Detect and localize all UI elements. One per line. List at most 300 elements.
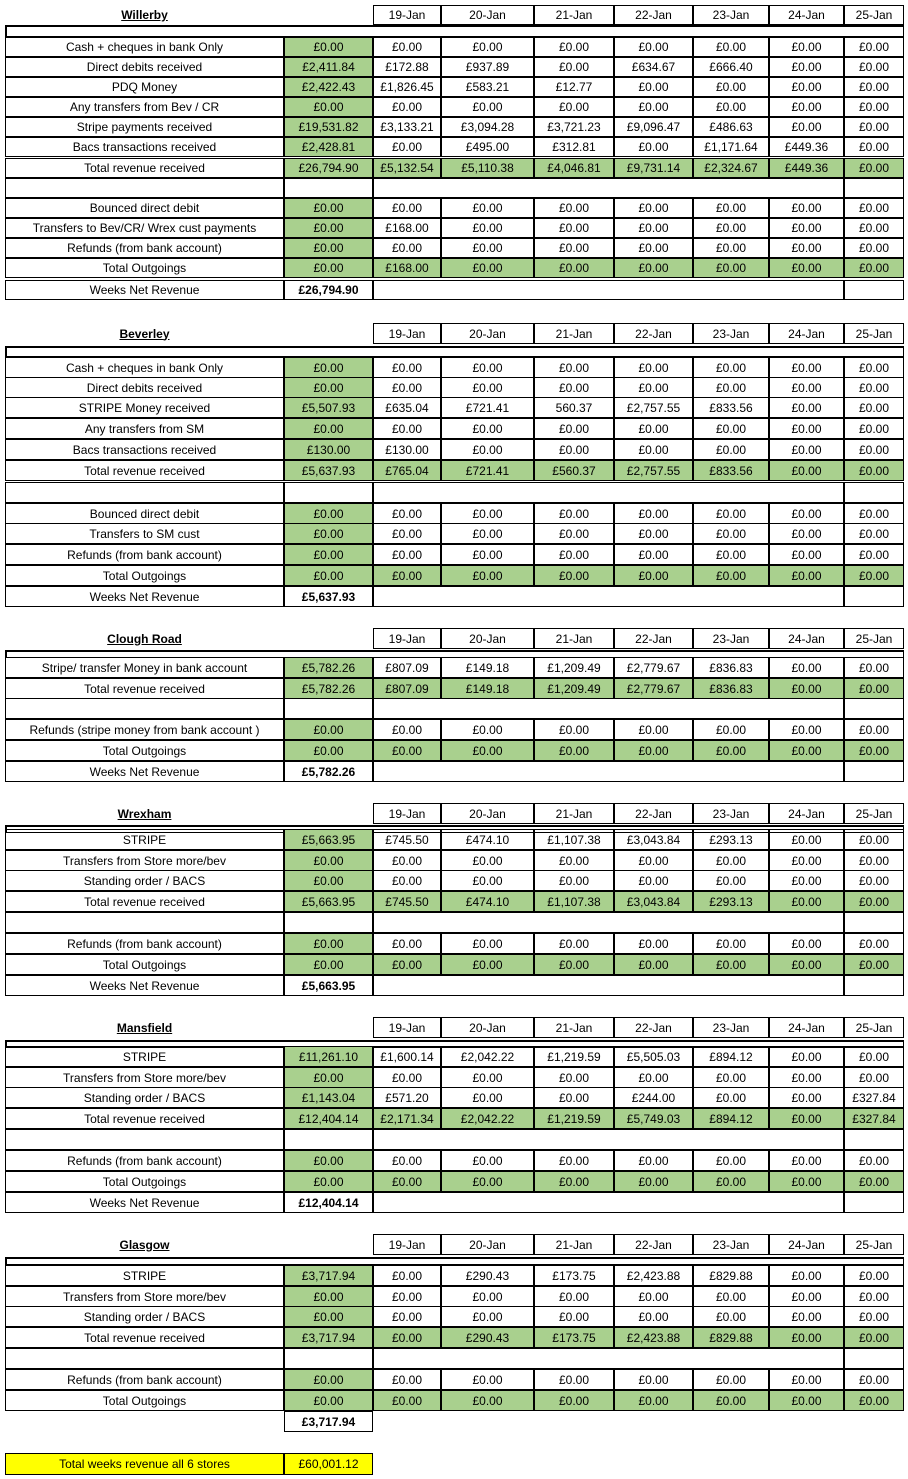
day-value-20-jan[interactable]: £0.00	[441, 1390, 534, 1411]
day-value-25-jan[interactable]: £0.00	[844, 1390, 904, 1411]
day-value-20-jan[interactable]: £3,094.28	[441, 117, 534, 137]
day-value-22-jan[interactable]: £2,423.88	[614, 1327, 693, 1348]
day-value-23-jan[interactable]: £0.00	[693, 97, 769, 117]
row-label[interactable]: Transfers from Store more/bev	[5, 850, 284, 871]
day-value-25-jan[interactable]: £0.00	[844, 418, 904, 439]
date-header-20-jan[interactable]: 20-Jan	[441, 628, 534, 649]
day-value-25-jan[interactable]: £0.00	[844, 565, 904, 586]
day-value-22-jan[interactable]: £0.00	[614, 850, 693, 871]
day-value-20-jan[interactable]: £474.10	[441, 891, 534, 912]
day-value-23-jan[interactable]: £293.13	[693, 829, 769, 850]
row-label[interactable]: Bounced direct debit	[5, 198, 284, 218]
day-value-23-jan[interactable]: £0.00	[693, 218, 769, 238]
row-label[interactable]: Total Outgoings	[5, 740, 284, 761]
day-value-19-jan[interactable]: £0.00	[373, 850, 441, 871]
day-value-21-jan[interactable]: £0.00	[534, 1067, 614, 1088]
row-label[interactable]: Refunds (stripe money from bank account )	[5, 719, 284, 740]
day-value-19-jan[interactable]: £0.00	[373, 870, 441, 891]
net-value[interactable]: £3,717.94	[284, 1411, 373, 1432]
day-value-20-jan[interactable]: £0.00	[441, 503, 534, 524]
day-value-22-jan[interactable]: £5,505.03	[614, 1046, 693, 1067]
row-total[interactable]: £3,717.94	[284, 1265, 373, 1286]
day-value-19-jan[interactable]: £745.50	[373, 829, 441, 850]
date-header-19-jan[interactable]: 19-Jan	[373, 1234, 441, 1255]
day-value-24-jan[interactable]: £0.00	[769, 439, 844, 460]
day-value-19-jan[interactable]: £0.00	[373, 565, 441, 586]
day-value-22-jan[interactable]: £3,043.84	[614, 829, 693, 850]
day-value-24-jan[interactable]: £0.00	[769, 238, 844, 258]
day-value-25-jan[interactable]: £0.00	[844, 719, 904, 740]
date-header-24-jan[interactable]: 24-Jan	[769, 628, 844, 649]
day-value-25-jan[interactable]: £0.00	[844, 117, 904, 137]
day-value-21-jan[interactable]: £173.75	[534, 1327, 614, 1348]
row-total[interactable]: £0.00	[284, 719, 373, 740]
day-value-25-jan[interactable]: £0.00	[844, 1150, 904, 1171]
day-value-22-jan[interactable]: £0.00	[614, 137, 693, 157]
net-value[interactable]: £5,637.93	[284, 586, 373, 607]
day-value-21-jan[interactable]: £0.00	[534, 218, 614, 238]
day-value-22-jan[interactable]: £0.00	[614, 1286, 693, 1307]
day-value-20-jan[interactable]: £0.00	[441, 954, 534, 975]
day-value-21-jan[interactable]: £0.00	[534, 954, 614, 975]
day-value-21-jan[interactable]: £3,721.23	[534, 117, 614, 137]
day-value-22-jan[interactable]: £0.00	[614, 565, 693, 586]
net-value[interactable]: £12,404.14	[284, 1192, 373, 1213]
day-value-19-jan[interactable]: £0.00	[373, 1390, 441, 1411]
day-value-23-jan[interactable]: £829.88	[693, 1265, 769, 1286]
day-value-20-jan[interactable]: £0.00	[441, 238, 534, 258]
day-value-25-jan[interactable]: £0.00	[844, 397, 904, 418]
day-value-21-jan[interactable]: £0.00	[534, 523, 614, 544]
day-value-22-jan[interactable]: £2,423.88	[614, 1265, 693, 1286]
row-label[interactable]: Total Outgoings	[5, 954, 284, 975]
day-value-19-jan[interactable]: £130.00	[373, 439, 441, 460]
day-value-20-jan[interactable]: £0.00	[441, 544, 534, 565]
day-value-21-jan[interactable]: £0.00	[534, 357, 614, 378]
day-value-24-jan[interactable]: £0.00	[769, 1171, 844, 1192]
row-total[interactable]: £1,143.04	[284, 1087, 373, 1108]
day-value-24-jan[interactable]: £0.00	[769, 1306, 844, 1327]
date-header-25-jan[interactable]: 25-Jan	[844, 5, 904, 25]
row-total[interactable]: £0.00	[284, 37, 373, 57]
row-total[interactable]: £5,663.95	[284, 829, 373, 850]
row-label[interactable]: Transfers from Store more/bev	[5, 1067, 284, 1088]
day-value-25-jan[interactable]: £0.00	[844, 218, 904, 238]
row-total[interactable]: £0.00	[284, 1390, 373, 1411]
row-label[interactable]: Transfers to SM cust	[5, 523, 284, 544]
row-total[interactable]: £0.00	[284, 870, 373, 891]
day-value-23-jan[interactable]: £0.00	[693, 740, 769, 761]
date-header-21-jan[interactable]: 21-Jan	[534, 1017, 614, 1038]
row-total[interactable]: £0.00	[284, 1150, 373, 1171]
day-value-22-jan[interactable]: £2,779.67	[614, 678, 693, 699]
row-total[interactable]: £0.00	[284, 503, 373, 524]
day-value-23-jan[interactable]: £0.00	[693, 870, 769, 891]
day-value-23-jan[interactable]: £0.00	[693, 198, 769, 218]
day-value-19-jan[interactable]: £172.88	[373, 57, 441, 77]
day-value-22-jan[interactable]: £9,731.14	[614, 158, 693, 178]
day-value-22-jan[interactable]: £0.00	[614, 357, 693, 378]
day-value-21-jan[interactable]: £0.00	[534, 258, 614, 278]
day-value-21-jan[interactable]: £173.75	[534, 1265, 614, 1286]
date-header-23-jan[interactable]: 23-Jan	[693, 803, 769, 824]
day-value-23-jan[interactable]: £0.00	[693, 77, 769, 97]
day-value-23-jan[interactable]: £486.63	[693, 117, 769, 137]
date-header-23-jan[interactable]: 23-Jan	[693, 628, 769, 649]
day-value-24-jan[interactable]: £0.00	[769, 418, 844, 439]
day-value-23-jan[interactable]: £0.00	[693, 565, 769, 586]
row-label[interactable]: Total Outgoings	[5, 565, 284, 586]
date-header-25-jan[interactable]: 25-Jan	[844, 628, 904, 649]
day-value-24-jan[interactable]: £0.00	[769, 503, 844, 524]
date-header-21-jan[interactable]: 21-Jan	[534, 5, 614, 25]
day-value-25-jan[interactable]: £0.00	[844, 850, 904, 871]
date-header-25-jan[interactable]: 25-Jan	[844, 323, 904, 344]
day-value-22-jan[interactable]: £9,096.47	[614, 117, 693, 137]
day-value-20-jan[interactable]: £0.00	[441, 97, 534, 117]
row-total[interactable]: £11,261.10	[284, 1046, 373, 1067]
day-value-24-jan[interactable]: £0.00	[769, 1087, 844, 1108]
day-value-19-jan[interactable]: £0.00	[373, 1067, 441, 1088]
day-value-25-jan[interactable]: £0.00	[844, 460, 904, 481]
day-value-19-jan[interactable]: £0.00	[373, 933, 441, 954]
day-value-21-jan[interactable]: £1,209.49	[534, 657, 614, 678]
day-value-24-jan[interactable]: £0.00	[769, 933, 844, 954]
day-value-20-jan[interactable]: £0.00	[441, 218, 534, 238]
day-value-25-jan[interactable]: £0.00	[844, 57, 904, 77]
row-label[interactable]: PDQ Money	[5, 77, 284, 97]
day-value-19-jan[interactable]: £0.00	[373, 377, 441, 398]
row-label[interactable]: STRIPE Money received	[5, 397, 284, 418]
day-value-23-jan[interactable]: £0.00	[693, 933, 769, 954]
day-value-20-jan[interactable]: £0.00	[441, 439, 534, 460]
day-value-24-jan[interactable]: £0.00	[769, 1046, 844, 1067]
date-header-24-jan[interactable]: 24-Jan	[769, 803, 844, 824]
day-value-25-jan[interactable]: £0.00	[844, 1327, 904, 1348]
day-value-21-jan[interactable]: £4,046.81	[534, 158, 614, 178]
row-total[interactable]: £0.00	[284, 565, 373, 586]
row-label[interactable]: Bounced direct debit	[5, 503, 284, 524]
day-value-19-jan[interactable]: £1,600.14	[373, 1046, 441, 1067]
day-value-25-jan[interactable]: £0.00	[844, 891, 904, 912]
day-value-19-jan[interactable]: £0.00	[373, 198, 441, 218]
day-value-20-jan[interactable]: £0.00	[441, 37, 534, 57]
day-value-24-jan[interactable]: £0.00	[769, 218, 844, 238]
day-value-22-jan[interactable]: £634.67	[614, 57, 693, 77]
day-value-21-jan[interactable]: £12.77	[534, 77, 614, 97]
day-value-22-jan[interactable]: £0.00	[614, 198, 693, 218]
day-value-20-jan[interactable]: £937.89	[441, 57, 534, 77]
day-value-22-jan[interactable]: £0.00	[614, 1390, 693, 1411]
day-value-21-jan[interactable]: £1,209.49	[534, 678, 614, 699]
row-label[interactable]: Total revenue received	[5, 678, 284, 699]
day-value-22-jan[interactable]: £0.00	[614, 523, 693, 544]
day-value-22-jan[interactable]: £0.00	[614, 933, 693, 954]
row-label[interactable]: Refunds (from bank account)	[5, 1150, 284, 1171]
day-value-21-jan[interactable]: £0.00	[534, 719, 614, 740]
row-total[interactable]: £5,637.93	[284, 460, 373, 481]
row-total[interactable]: £0.00	[284, 850, 373, 871]
date-header-20-jan[interactable]: 20-Jan	[441, 1017, 534, 1038]
row-label[interactable]: Standing order / BACS	[5, 1087, 284, 1108]
day-value-19-jan[interactable]: £0.00	[373, 544, 441, 565]
day-value-24-jan[interactable]: £0.00	[769, 77, 844, 97]
day-value-23-jan[interactable]: £836.83	[693, 657, 769, 678]
day-value-21-jan[interactable]: £0.00	[534, 740, 614, 761]
day-value-20-jan[interactable]: £2,042.22	[441, 1108, 534, 1129]
day-value-22-jan[interactable]: £0.00	[614, 218, 693, 238]
row-total[interactable]: £0.00	[284, 1171, 373, 1192]
row-total[interactable]: £0.00	[284, 218, 373, 238]
day-value-21-jan[interactable]: £0.00	[534, 870, 614, 891]
day-value-24-jan[interactable]: £0.00	[769, 97, 844, 117]
row-label[interactable]: Refunds (from bank account)	[5, 544, 284, 565]
day-value-20-jan[interactable]: £495.00	[441, 137, 534, 157]
day-value-20-jan[interactable]: £149.18	[441, 657, 534, 678]
day-value-24-jan[interactable]: £0.00	[769, 523, 844, 544]
row-total[interactable]: £2,428.81	[284, 137, 373, 157]
day-value-20-jan[interactable]: £0.00	[441, 377, 534, 398]
day-value-21-jan[interactable]: £0.00	[534, 418, 614, 439]
day-value-25-jan[interactable]: £0.00	[844, 37, 904, 57]
row-label[interactable]: Total revenue received	[5, 460, 284, 481]
date-header-23-jan[interactable]: 23-Jan	[693, 1234, 769, 1255]
day-value-19-jan[interactable]: £0.00	[373, 97, 441, 117]
day-value-19-jan[interactable]: £0.00	[373, 1150, 441, 1171]
day-value-23-jan[interactable]: £0.00	[693, 1171, 769, 1192]
day-value-25-jan[interactable]: £0.00	[844, 97, 904, 117]
day-value-22-jan[interactable]: £0.00	[614, 503, 693, 524]
day-value-23-jan[interactable]: £293.13	[693, 891, 769, 912]
day-value-24-jan[interactable]: £0.00	[769, 1390, 844, 1411]
day-value-22-jan[interactable]: £0.00	[614, 719, 693, 740]
day-value-23-jan[interactable]: £0.00	[693, 1286, 769, 1307]
day-value-22-jan[interactable]: £0.00	[614, 37, 693, 57]
day-value-22-jan[interactable]: £2,757.55	[614, 460, 693, 481]
day-value-24-jan[interactable]: £0.00	[769, 740, 844, 761]
day-value-24-jan[interactable]: £0.00	[769, 1327, 844, 1348]
date-header-19-jan[interactable]: 19-Jan	[373, 628, 441, 649]
day-value-19-jan[interactable]: £0.00	[373, 1306, 441, 1327]
day-value-23-jan[interactable]: £2,324.67	[693, 158, 769, 178]
day-value-19-jan[interactable]: £765.04	[373, 460, 441, 481]
day-value-20-jan[interactable]: £0.00	[441, 565, 534, 586]
day-value-24-jan[interactable]: £0.00	[769, 891, 844, 912]
day-value-25-jan[interactable]: £0.00	[844, 1369, 904, 1390]
day-value-22-jan[interactable]: £0.00	[614, 238, 693, 258]
row-total[interactable]: £5,663.95	[284, 891, 373, 912]
day-value-23-jan[interactable]: £894.12	[693, 1108, 769, 1129]
row-total[interactable]: £0.00	[284, 954, 373, 975]
day-value-22-jan[interactable]: £2,779.67	[614, 657, 693, 678]
day-value-19-jan[interactable]: £2,171.34	[373, 1108, 441, 1129]
grand-total-label[interactable]: Total weeks revenue all 6 stores	[5, 1453, 284, 1475]
row-total[interactable]: £0.00	[284, 1369, 373, 1390]
date-header-19-jan[interactable]: 19-Jan	[373, 5, 441, 25]
day-value-23-jan[interactable]: £0.00	[693, 544, 769, 565]
day-value-21-jan[interactable]: £0.00	[534, 57, 614, 77]
row-label[interactable]: Total Outgoings	[5, 1171, 284, 1192]
date-header-22-jan[interactable]: 22-Jan	[614, 323, 693, 344]
day-value-25-jan[interactable]: £0.00	[844, 503, 904, 524]
row-label[interactable]: Direct debits received	[5, 57, 284, 77]
day-value-20-jan[interactable]: £721.41	[441, 460, 534, 481]
day-value-23-jan[interactable]: £0.00	[693, 439, 769, 460]
day-value-19-jan[interactable]: £571.20	[373, 1087, 441, 1108]
day-value-20-jan[interactable]: £0.00	[441, 1369, 534, 1390]
day-value-20-jan[interactable]: £0.00	[441, 523, 534, 544]
day-value-23-jan[interactable]: £0.00	[693, 357, 769, 378]
day-value-25-jan[interactable]: £0.00	[844, 1046, 904, 1067]
day-value-20-jan[interactable]: £0.00	[441, 258, 534, 278]
day-value-25-jan[interactable]: £0.00	[844, 158, 904, 178]
day-value-21-jan[interactable]: £0.00	[534, 439, 614, 460]
day-value-19-jan[interactable]: £0.00	[373, 418, 441, 439]
day-value-19-jan[interactable]: £745.50	[373, 891, 441, 912]
date-header-24-jan[interactable]: 24-Jan	[769, 323, 844, 344]
row-total[interactable]: £26,794.90	[284, 158, 373, 178]
grand-total-value[interactable]: £60,001.12	[284, 1453, 373, 1475]
row-total[interactable]: £0.00	[284, 740, 373, 761]
day-value-22-jan[interactable]: £0.00	[614, 439, 693, 460]
day-value-19-jan[interactable]: £807.09	[373, 657, 441, 678]
day-value-24-jan[interactable]: £0.00	[769, 258, 844, 278]
day-value-19-jan[interactable]: £0.00	[373, 137, 441, 157]
row-label[interactable]: Stripe/ transfer Money in bank account	[5, 657, 284, 678]
row-label[interactable]: Transfers to Bev/CR/ Wrex cust payments	[5, 218, 284, 238]
day-value-20-jan[interactable]: £0.00	[441, 933, 534, 954]
row-label[interactable]: Total Outgoings	[5, 1390, 284, 1411]
day-value-19-jan[interactable]: £0.00	[373, 740, 441, 761]
day-value-24-jan[interactable]: £0.00	[769, 1369, 844, 1390]
day-value-23-jan[interactable]: £0.00	[693, 258, 769, 278]
day-value-20-jan[interactable]: £0.00	[441, 1087, 534, 1108]
day-value-25-jan[interactable]: £0.00	[844, 137, 904, 157]
day-value-21-jan[interactable]: £1,219.59	[534, 1046, 614, 1067]
row-label[interactable]: Bacs transactions received	[5, 439, 284, 460]
row-total[interactable]: £0.00	[284, 97, 373, 117]
row-label[interactable]: STRIPE	[5, 829, 284, 850]
date-header-19-jan[interactable]: 19-Jan	[373, 1017, 441, 1038]
day-value-22-jan[interactable]: £0.00	[614, 418, 693, 439]
day-value-23-jan[interactable]: £666.40	[693, 57, 769, 77]
day-value-21-jan[interactable]: £0.00	[534, 1087, 614, 1108]
net-value[interactable]: £26,794.90	[284, 280, 373, 300]
row-label[interactable]: Transfers from Store more/bev	[5, 1286, 284, 1307]
row-total[interactable]: £2,411.84	[284, 57, 373, 77]
day-value-24-jan[interactable]: £449.36	[769, 158, 844, 178]
date-header-22-jan[interactable]: 22-Jan	[614, 803, 693, 824]
day-value-24-jan[interactable]: £0.00	[769, 850, 844, 871]
day-value-25-jan[interactable]: £0.00	[844, 933, 904, 954]
day-value-21-jan[interactable]: £0.00	[534, 565, 614, 586]
row-total[interactable]: £0.00	[284, 198, 373, 218]
day-value-24-jan[interactable]: £0.00	[769, 1108, 844, 1129]
day-value-21-jan[interactable]: £0.00	[534, 503, 614, 524]
row-label[interactable]: Direct debits received	[5, 377, 284, 398]
date-header-24-jan[interactable]: 24-Jan	[769, 5, 844, 25]
day-value-21-jan[interactable]: £0.00	[534, 1286, 614, 1307]
row-total[interactable]: £5,782.26	[284, 657, 373, 678]
row-label[interactable]: Cash + cheques in bank Only	[5, 357, 284, 378]
day-value-23-jan[interactable]: £833.56	[693, 397, 769, 418]
day-value-20-jan[interactable]: £290.43	[441, 1327, 534, 1348]
date-header-22-jan[interactable]: 22-Jan	[614, 1017, 693, 1038]
date-header-22-jan[interactable]: 22-Jan	[614, 5, 693, 25]
day-value-22-jan[interactable]: £0.00	[614, 740, 693, 761]
row-total[interactable]: £0.00	[284, 377, 373, 398]
day-value-23-jan[interactable]: £0.00	[693, 954, 769, 975]
day-value-21-jan[interactable]: £1,107.38	[534, 891, 614, 912]
day-value-24-jan[interactable]: £449.36	[769, 137, 844, 157]
row-label[interactable]: Refunds (from bank account)	[5, 933, 284, 954]
day-value-22-jan[interactable]: £0.00	[614, 1369, 693, 1390]
day-value-22-jan[interactable]: £244.00	[614, 1087, 693, 1108]
day-value-23-jan[interactable]: £833.56	[693, 460, 769, 481]
day-value-23-jan[interactable]: £0.00	[693, 418, 769, 439]
day-value-19-jan[interactable]: £168.00	[373, 218, 441, 238]
row-total[interactable]: £19,531.82	[284, 117, 373, 137]
day-value-25-jan[interactable]: £0.00	[844, 238, 904, 258]
row-total[interactable]: £0.00	[284, 418, 373, 439]
date-header-22-jan[interactable]: 22-Jan	[614, 628, 693, 649]
day-value-25-jan[interactable]: £0.00	[844, 678, 904, 699]
row-total[interactable]: £0.00	[284, 1067, 373, 1088]
day-value-24-jan[interactable]: £0.00	[769, 544, 844, 565]
day-value-22-jan[interactable]: £0.00	[614, 1150, 693, 1171]
day-value-19-jan[interactable]: £168.00	[373, 258, 441, 278]
day-value-20-jan[interactable]: £474.10	[441, 829, 534, 850]
row-label[interactable]: Standing order / BACS	[5, 870, 284, 891]
day-value-24-jan[interactable]: £0.00	[769, 57, 844, 77]
date-header-25-jan[interactable]: 25-Jan	[844, 1017, 904, 1038]
date-header-21-jan[interactable]: 21-Jan	[534, 628, 614, 649]
day-value-20-jan[interactable]: £583.21	[441, 77, 534, 97]
date-header-24-jan[interactable]: 24-Jan	[769, 1017, 844, 1038]
day-value-24-jan[interactable]: £0.00	[769, 377, 844, 398]
row-total[interactable]: £5,782.26	[284, 678, 373, 699]
day-value-21-jan[interactable]: £312.81	[534, 137, 614, 157]
day-value-25-jan[interactable]: £0.00	[844, 1067, 904, 1088]
day-value-25-jan[interactable]: £0.00	[844, 544, 904, 565]
net-value[interactable]: £5,782.26	[284, 761, 373, 782]
day-value-19-jan[interactable]: £0.00	[373, 719, 441, 740]
day-value-22-jan[interactable]: £3,043.84	[614, 891, 693, 912]
day-value-24-jan[interactable]: £0.00	[769, 565, 844, 586]
day-value-21-jan[interactable]: £0.00	[534, 238, 614, 258]
day-value-20-jan[interactable]: £0.00	[441, 1150, 534, 1171]
day-value-19-jan[interactable]: £807.09	[373, 678, 441, 699]
day-value-19-jan[interactable]: £1,826.45	[373, 77, 441, 97]
day-value-22-jan[interactable]: £0.00	[614, 97, 693, 117]
day-value-24-jan[interactable]: £0.00	[769, 357, 844, 378]
day-value-20-jan[interactable]: £0.00	[441, 719, 534, 740]
day-value-23-jan[interactable]: £0.00	[693, 503, 769, 524]
row-total[interactable]: £0.00	[284, 258, 373, 278]
day-value-23-jan[interactable]: £0.00	[693, 238, 769, 258]
day-value-22-jan[interactable]: £0.00	[614, 870, 693, 891]
date-header-21-jan[interactable]: 21-Jan	[534, 1234, 614, 1255]
day-value-23-jan[interactable]: £0.00	[693, 850, 769, 871]
row-total[interactable]: £0.00	[284, 933, 373, 954]
row-total[interactable]: £0.00	[284, 238, 373, 258]
day-value-23-jan[interactable]: £0.00	[693, 37, 769, 57]
date-header-22-jan[interactable]: 22-Jan	[614, 1234, 693, 1255]
day-value-22-jan[interactable]: £0.00	[614, 1067, 693, 1088]
day-value-19-jan[interactable]: £3,133.21	[373, 117, 441, 137]
row-total[interactable]: £0.00	[284, 357, 373, 378]
day-value-22-jan[interactable]: £0.00	[614, 1171, 693, 1192]
